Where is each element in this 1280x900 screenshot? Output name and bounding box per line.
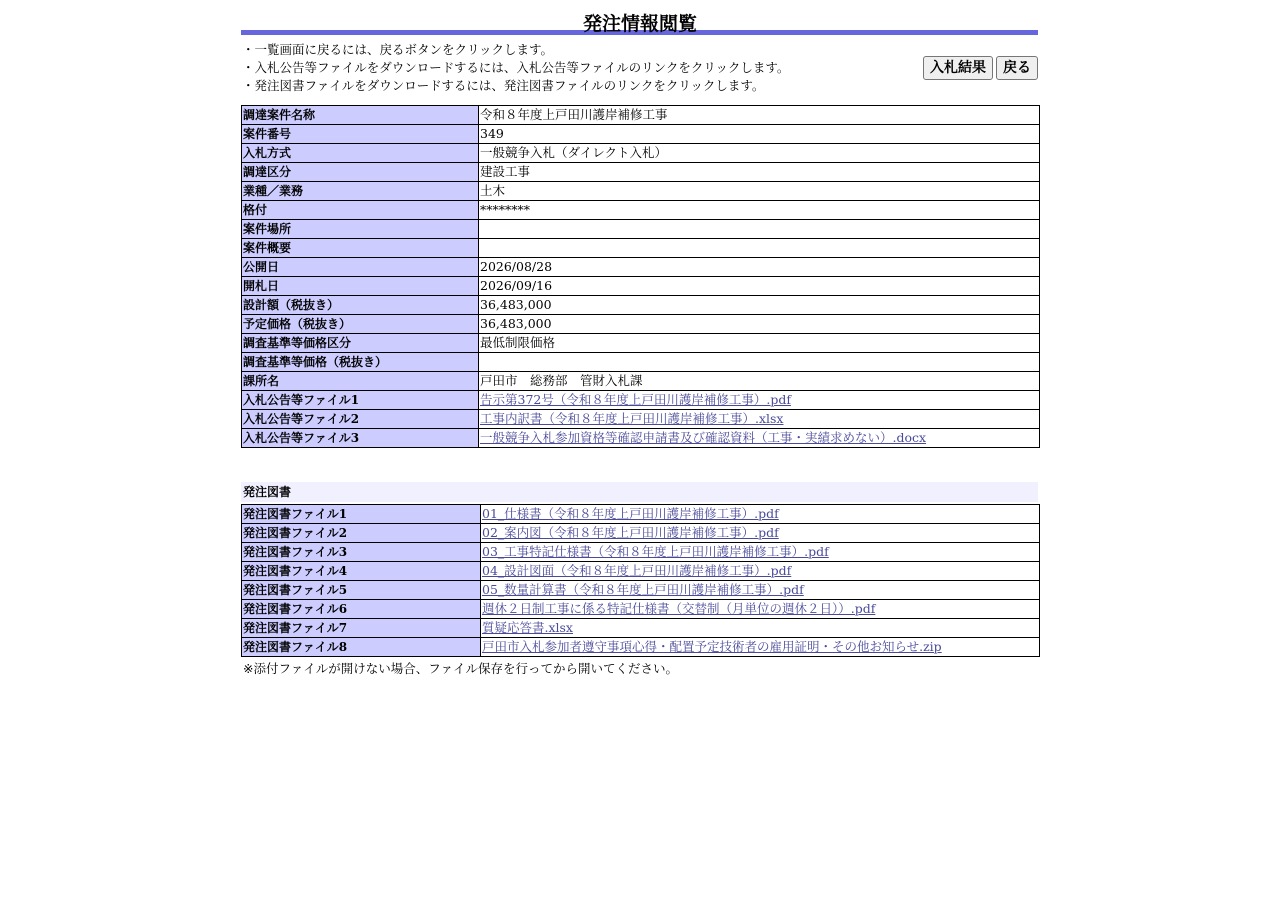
table-row — [242, 201, 1040, 220]
row-file-cell — [481, 505, 1040, 524]
table-row — [242, 106, 1040, 125]
table-row — [242, 182, 1040, 201]
row-label: 発注図書ファイル4 — [242, 562, 481, 581]
row-file-cell — [479, 391, 1040, 410]
table-row — [242, 638, 1040, 657]
file-download-link[interactable]: 01_仕様書（令和８年度上戸田川護岸補修工事）.pdf — [482, 506, 779, 521]
file-download-link[interactable]: 戸田市入札参加者遵守事項心得・配置予定技術者の雇用証明・その他お知らせ.zip — [482, 639, 942, 654]
table-row — [242, 220, 1040, 239]
row-label: 業種／業務 — [242, 182, 479, 201]
row-file-cell — [481, 619, 1040, 638]
table-row — [242, 315, 1040, 334]
file-download-link[interactable]: 一般競争入札参加資格等確認申請書及び確認資料（工事・実績求めない）.docx — [480, 430, 927, 445]
row-label: 調達案件名称 — [242, 106, 479, 125]
table-row — [242, 524, 1040, 543]
instruction-line: ・一覧画面に戻るには、戻るボタンをクリックします。 — [242, 42, 554, 57]
row-label: 格付 — [242, 201, 479, 220]
page-title: 発注情報閲覧 — [582, 13, 697, 35]
row-label: 入札公告等ファイル1 — [242, 391, 479, 410]
row-file-cell — [481, 600, 1040, 619]
page-container — [241, 0, 1039, 677]
table-row — [242, 619, 1040, 638]
row-file-cell — [481, 581, 1040, 600]
row-value: 2026/09/16 — [479, 277, 1040, 296]
file-download-link[interactable]: 04_設計図面（令和８年度上戸田川護岸補修工事）.pdf — [482, 563, 792, 578]
file-download-link[interactable]: 工事内訳書（令和８年度上戸田川護岸補修工事）.xlsx — [480, 411, 784, 426]
row-label: 入札公告等ファイル2 — [242, 410, 479, 429]
instruction-line: ・入札公告等ファイルをダウンロードするには、入札公告等ファイルのリンクをクリックします。 — [242, 60, 790, 75]
row-value: 令和８年度上戸田川護岸補修工事 — [479, 106, 1040, 125]
bid-results-button[interactable]: 入札結果 — [923, 56, 993, 80]
row-value — [479, 220, 1040, 239]
row-value: 36,483,000 — [479, 296, 1040, 315]
table-row — [242, 258, 1040, 277]
file-download-link[interactable]: 02_案内図（令和８年度上戸田川護岸補修工事）.pdf — [482, 525, 779, 540]
row-file-cell — [481, 562, 1040, 581]
row-file-cell — [479, 410, 1040, 429]
file-download-link[interactable]: 05_数量計算書（令和８年度上戸田川護岸補修工事）.pdf — [482, 582, 804, 597]
row-value: 建設工事 — [479, 163, 1040, 182]
project-info-table — [241, 105, 1040, 448]
row-value: 戸田市 総務部 管財入札課 — [479, 372, 1040, 391]
drawings-heading: 発注図書 — [241, 482, 1038, 502]
row-label: 公開日 — [242, 258, 479, 277]
row-value: 2026/08/28 — [479, 258, 1040, 277]
row-file-cell — [481, 543, 1040, 562]
row-value: 土木 — [479, 182, 1040, 201]
row-label: 発注図書ファイル7 — [242, 619, 481, 638]
table-row — [242, 543, 1040, 562]
footnote: ※添付ファイルが開けない場合、ファイル保存を行ってから開いてください。 — [243, 661, 678, 676]
row-label: 発注図書ファイル8 — [242, 638, 481, 657]
file-download-link[interactable]: 質疑応答書.xlsx — [482, 620, 573, 635]
table-row — [242, 353, 1040, 372]
table-row — [242, 277, 1040, 296]
table-row — [242, 600, 1040, 619]
row-label: 入札方式 — [242, 144, 479, 163]
row-label: 案件概要 — [242, 239, 479, 258]
row-label: 調達区分 — [242, 163, 479, 182]
table-row — [242, 239, 1040, 258]
row-label: 課所名 — [242, 372, 479, 391]
row-value — [479, 239, 1040, 258]
row-label: 調査基準等価格（税抜き） — [242, 353, 479, 372]
row-label: 発注図書ファイル2 — [242, 524, 481, 543]
table-row — [242, 581, 1040, 600]
row-value: 一般競争入札（ダイレクト入札） — [479, 144, 1040, 163]
instructions-area — [241, 35, 1039, 105]
table-row — [242, 505, 1040, 524]
row-label: 案件番号 — [242, 125, 479, 144]
back-button[interactable]: 戻る — [996, 56, 1038, 80]
row-value: 36,483,000 — [479, 315, 1040, 334]
row-file-cell — [481, 524, 1040, 543]
row-file-cell — [479, 429, 1040, 448]
table-row — [242, 334, 1040, 353]
table-row — [242, 125, 1040, 144]
row-label: 調査基準等価格区分 — [242, 334, 479, 353]
row-value — [479, 353, 1040, 372]
table-row — [242, 562, 1040, 581]
file-download-link[interactable]: 告示第372号（令和８年度上戸田川護岸補修工事）.pdf — [480, 392, 791, 407]
row-label: 発注図書ファイル6 — [242, 600, 481, 619]
instruction-line: ・発注図書ファイルをダウンロードするには、発注図書ファイルのリンクをクリックします。 — [242, 78, 765, 93]
row-value: 349 — [479, 125, 1040, 144]
file-download-link[interactable]: 03_工事特記仕様書（令和８年度上戸田川護岸補修工事）.pdf — [482, 544, 829, 559]
table-row — [242, 144, 1040, 163]
row-label: 予定価格（税抜き） — [242, 315, 479, 334]
file-download-link[interactable]: 週休２日制工事に係る特記仕様書（交替制（月単位の週休２日））.pdf — [482, 601, 876, 616]
instructions — [242, 41, 789, 95]
row-value: ******** — [479, 201, 1040, 220]
row-label: 入札公告等ファイル3 — [242, 429, 479, 448]
row-label: 開札日 — [242, 277, 479, 296]
action-buttons — [923, 56, 1038, 80]
row-label: 設計額（税抜き） — [242, 296, 479, 315]
table-row — [242, 372, 1040, 391]
row-label: 発注図書ファイル3 — [242, 543, 481, 562]
table-row — [242, 429, 1040, 448]
table-row — [242, 410, 1040, 429]
row-value: 最低制限価格 — [479, 334, 1040, 353]
table-row — [242, 391, 1040, 410]
row-file-cell — [481, 638, 1040, 657]
table-row — [242, 296, 1040, 315]
row-label: 案件場所 — [242, 220, 479, 239]
row-label: 発注図書ファイル1 — [242, 505, 481, 524]
row-label: 発注図書ファイル5 — [242, 581, 481, 600]
drawings-table — [241, 504, 1040, 657]
table-row — [242, 163, 1040, 182]
